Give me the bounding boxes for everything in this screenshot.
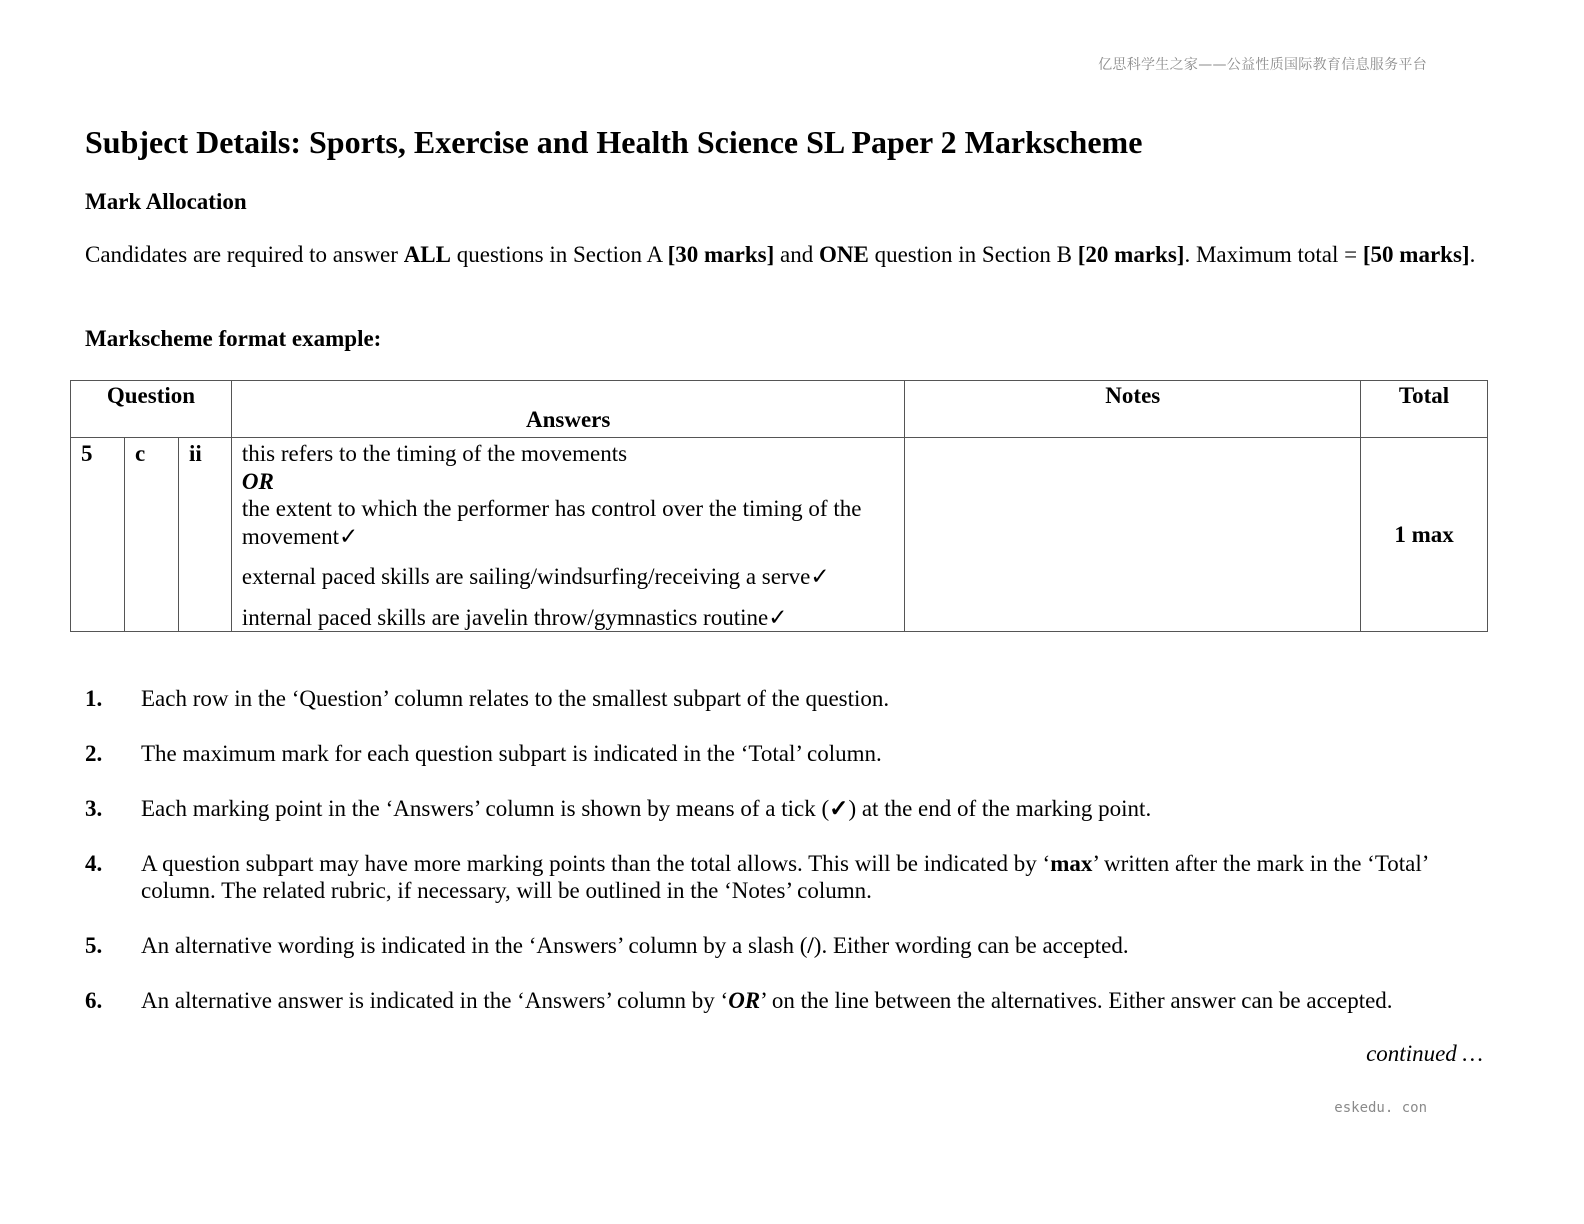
text-span: ) at the end of the marking point.	[848, 796, 1152, 821]
table-row	[71, 438, 1488, 632]
header-notes: Notes	[905, 381, 1361, 438]
bold-span: [30 marks]	[667, 242, 775, 267]
list-number: 3.	[85, 796, 103, 821]
bold-span: [20 marks]	[1077, 242, 1185, 267]
text-span: Candidates are required to answer	[85, 242, 404, 267]
text-span: A question subpart may have more marking points than the total allows. This will be indicated by ‘	[141, 851, 1051, 876]
markscheme-table	[70, 380, 1488, 632]
list-text	[141, 795, 1485, 822]
answer-line: the extent to which the performer has control over the timing of the movement✓	[241, 496, 862, 549]
bold-span: ALL	[403, 242, 451, 267]
answer-or: OR	[241, 468, 274, 494]
text-span: . Maximum total =	[1184, 242, 1363, 267]
text-span: An alternative wording is indicated in the ‘Answers’ column by a slash (	[141, 933, 808, 958]
list-text	[141, 850, 1485, 904]
tick-symbol: ✓	[829, 796, 849, 821]
list-number: 4.	[85, 851, 103, 876]
text-span: ’ on the line between the alternatives. Either answer can be accepted.	[760, 988, 1393, 1013]
text-span: An alternative answer is indicated in the ‘Answers’ column by ‘	[141, 988, 729, 1013]
question-part: c	[124, 438, 178, 632]
list-text	[141, 932, 1485, 959]
list-text: Each row in the ‘Question’ column relates to the smallest subpart of the question.	[141, 686, 890, 711]
text-span: Each marking point in the ‘Answers’ column is shown by means of a tick (	[141, 796, 830, 821]
text-span: questions in Section A	[450, 242, 668, 267]
list-item	[85, 685, 1485, 712]
list-number: 6.	[85, 988, 103, 1013]
list-text: The maximum mark for each question subpart is indicated in the ‘Total’ column.	[141, 741, 882, 766]
rules-list	[85, 685, 1485, 1014]
watermark-header: 亿思科学生之家——公益性质国际教育信息服务平台	[1098, 57, 1427, 73]
answers-cell	[231, 438, 905, 632]
page-title: Subject Details: Sports, Exercise and Health Science SL Paper 2 Markscheme	[85, 124, 1143, 160]
list-text	[141, 987, 1485, 1014]
bold-span: max	[1050, 851, 1093, 876]
bold-span: [50 marks]	[1362, 242, 1470, 267]
bold-italic-span: OR	[728, 988, 761, 1013]
list-item	[85, 987, 1485, 1014]
header-answers: Answers	[231, 381, 905, 438]
list-number: 5.	[85, 933, 103, 958]
question-number: 5	[71, 438, 125, 632]
list-item	[85, 850, 1485, 904]
notes-cell	[905, 438, 1361, 632]
format-example-heading: Markscheme format example:	[85, 326, 382, 351]
text-span: .	[1469, 242, 1476, 267]
header-question-label: Question	[106, 383, 196, 408]
text-span: ’ written after the mark in the ‘Total’ column. The related rubric, if necessary, will be outlined in the ‘Notes’ column.	[141, 851, 1428, 903]
text-span: question in Section B	[868, 242, 1078, 267]
bold-span: /	[807, 933, 814, 958]
table-header-row	[71, 381, 1488, 438]
answer-line: internal paced skills are javelin throw/gymnastics routine✓	[241, 604, 788, 630]
text-span: ). Either wording can be accepted.	[813, 933, 1129, 958]
bold-span: ONE	[818, 242, 869, 267]
list-number: 1.	[85, 686, 103, 711]
mark-allocation-paragraph	[85, 241, 1484, 269]
footer-site: eskedu. con	[1334, 1100, 1427, 1116]
text-span: and	[774, 242, 819, 267]
header-total: Total	[1361, 381, 1488, 438]
continued-label: continued …	[1366, 1041, 1483, 1066]
list-item	[85, 740, 1485, 767]
question-subpart: ii	[178, 438, 231, 632]
list-number: 2.	[85, 741, 103, 766]
list-item	[85, 932, 1485, 959]
answer-line: this refers to the timing of the movements	[241, 441, 628, 466]
list-item	[85, 795, 1485, 822]
answer-line: external paced skills are sailing/windsurfing/receiving a serve✓	[241, 564, 830, 589]
header-question	[71, 381, 232, 438]
total-cell: 1 max	[1361, 438, 1488, 632]
mark-allocation-heading: Mark Allocation	[85, 189, 247, 214]
